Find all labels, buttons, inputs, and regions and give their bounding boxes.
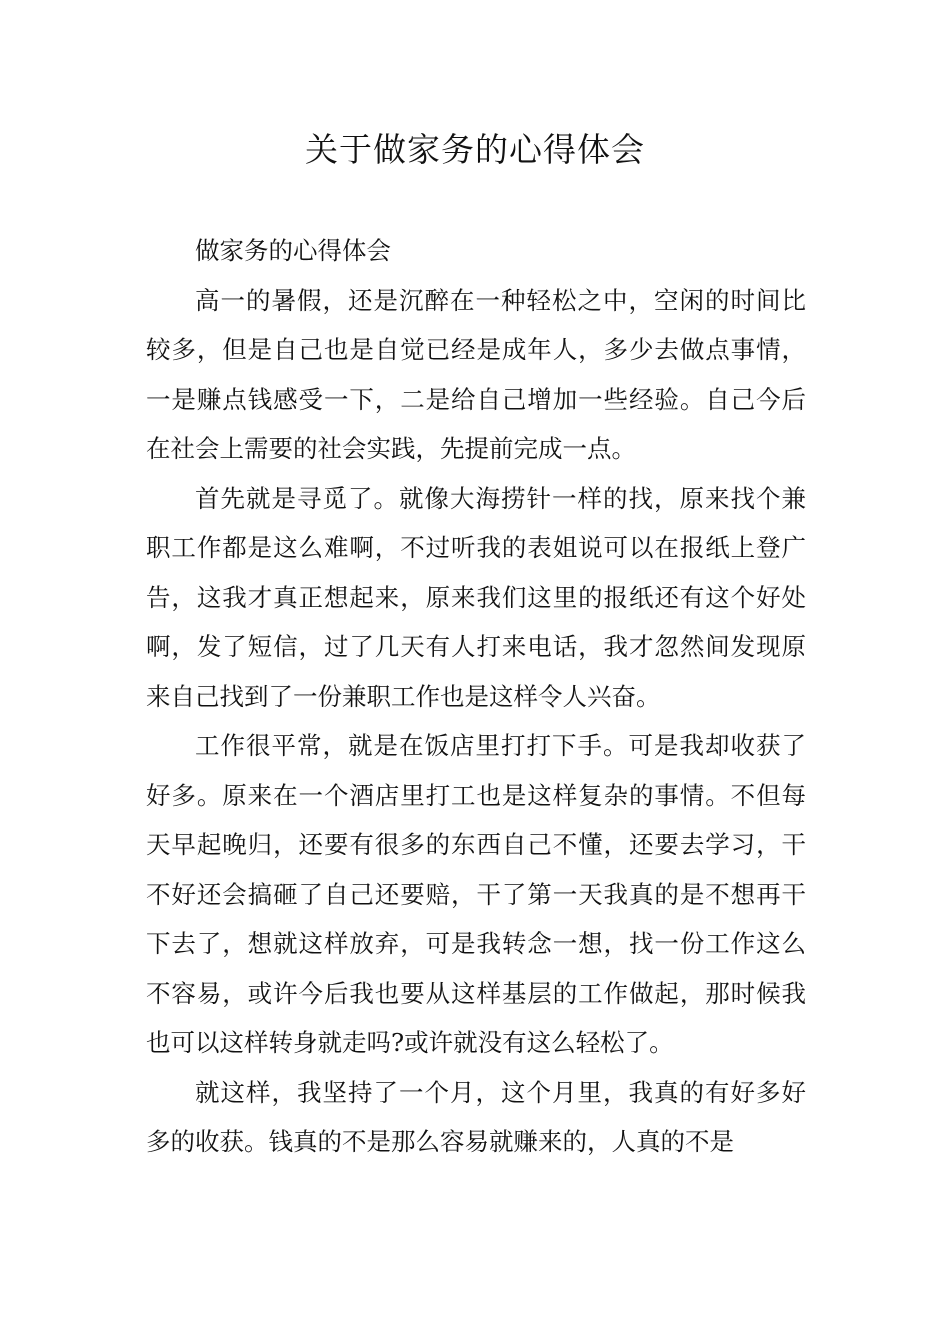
body-paragraph-1: 高一的暑假，还是沉醉在一种轻松之中，空闲的时间比较多，但是自己也是自觉已经是成年人，多少去做点事情，一是赚点钱感受一下，二是给自己增加一些经验。自己今后在社会上需要的社会实践，先提前完成一点。: [146, 285, 806, 463]
body-paragraph-2: 首先就是寻觅了。就像大海捞针一样的找，原来找个兼职工作都是这么难啊，不过听我的表姐说可以在报纸上登广告，这我才真正想起来，原来我们这里的报纸还有这个好处啊，发了短信，过了几天有人打来电话，我才忽然间发现原来自己找到了一份兼职工作也是这样令人兴奋。: [146, 483, 806, 711]
body-paragraph-4: 就这样，我坚持了一个月，这个月里，我真的有好多好多的收获。钱真的不是那么容易就赚来的，人真的不是: [146, 1077, 806, 1156]
document-title: 关于做家务的心得体会: [305, 130, 645, 169]
subtitle-paragraph: 做家务的心得体会: [195, 236, 391, 265]
body-paragraph-3: 工作很平常，就是在饭店里打打下手。可是我却收获了好多。原来在一个酒店里打工也是这样复杂的事情。不但每天早起晚归，还要有很多的东西自己不懂，还要去学习，干不好还会搞砸了自己还要赔，干了第一天我真的是不想再干下去了，想就这样放弃，可是我转念一想，找一份工作这么不容易，或许今后我也要从这样基层的工作做起，那时候我也可以这样转身就走吗?或许就没有这么轻松了。: [146, 731, 806, 1057]
document-body: [146, 226, 806, 1167]
